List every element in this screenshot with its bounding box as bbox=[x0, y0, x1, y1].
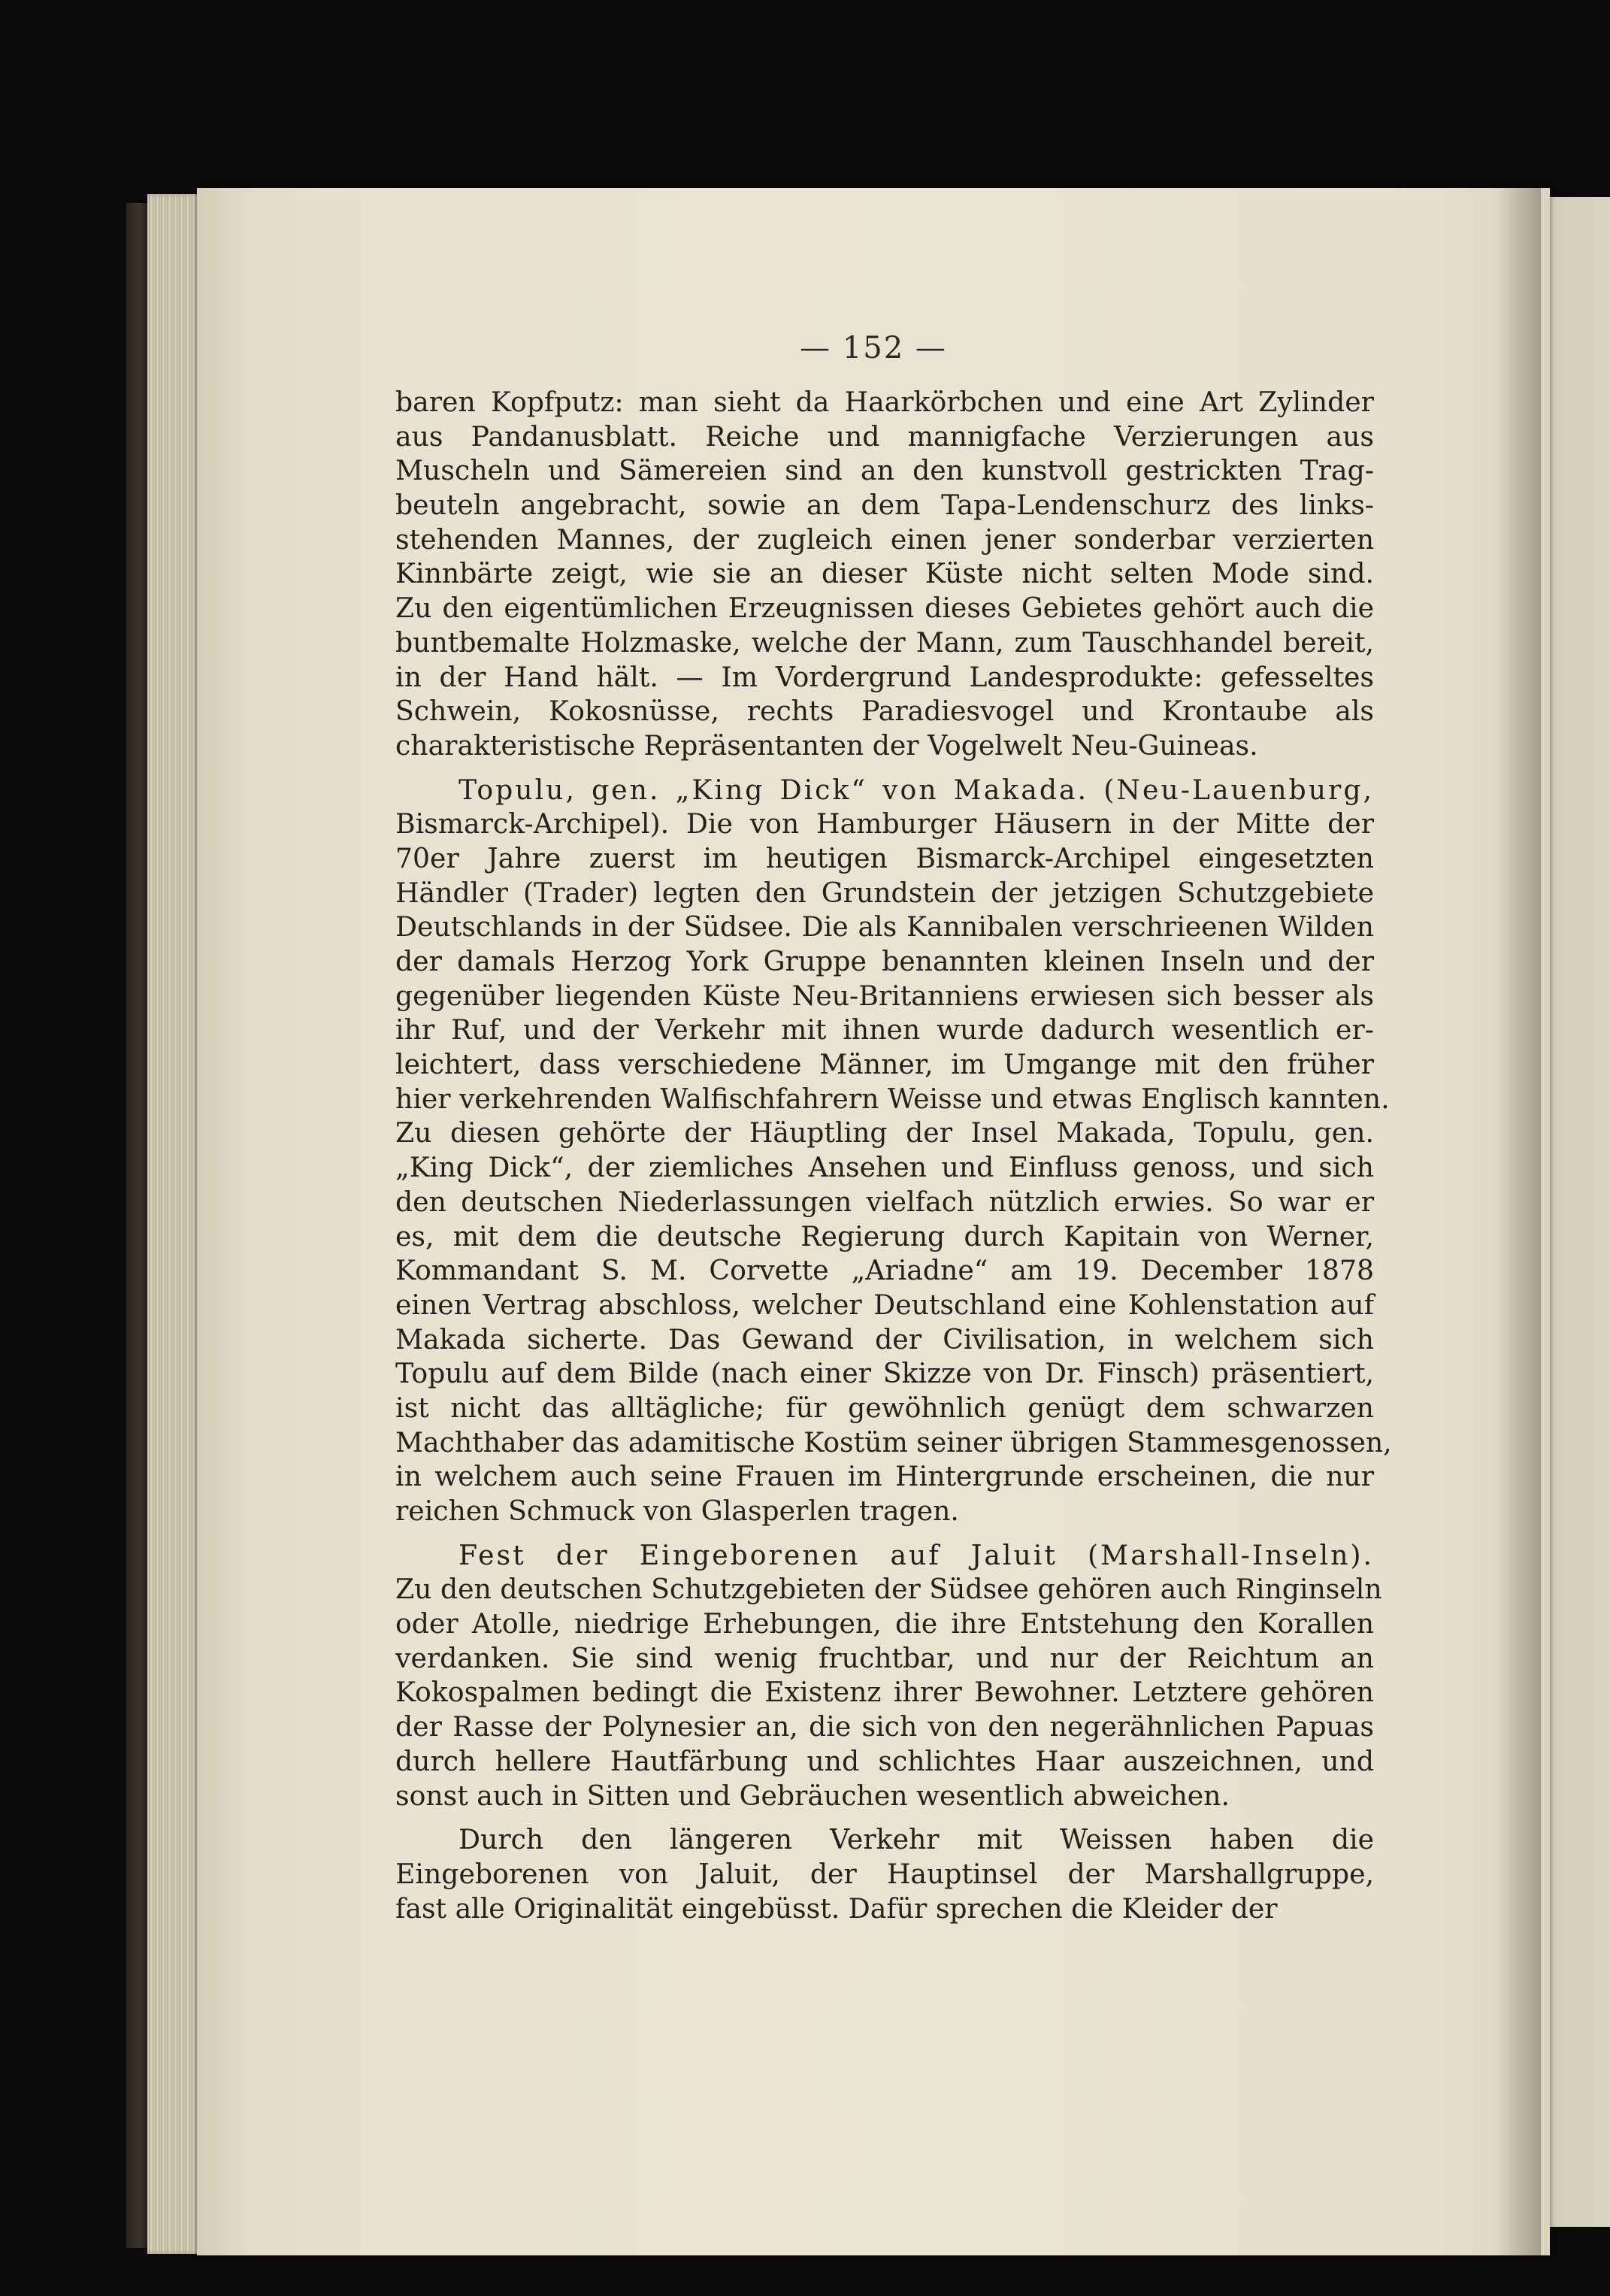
text-line: Topulu, gen. „King Dick“ von Makada. (Neu-Lauenburg, bbox=[458, 773, 1374, 806]
text-line: Muscheln und Sämereien sind an den kunstvoll gestrickten Trag- bbox=[395, 454, 1374, 487]
text-line: beuteln angebracht, sowie an dem Tapa-Lendenschurz des links- bbox=[395, 489, 1374, 522]
text-line: sonst auch in Sitten und Gebräuchen wesentlich abweichen. bbox=[395, 1779, 1230, 1812]
page-stack-edges bbox=[147, 194, 200, 2254]
text-line: Eingeborenen von Jaluit, der Hauptinsel der Marshallgruppe, bbox=[395, 1857, 1374, 1890]
paragraph-gap bbox=[395, 1528, 1374, 1538]
text-line: Zu diesen gehörte der Häuptling der Insel Makada, Topulu, gen. bbox=[395, 1116, 1374, 1150]
text-line: gegenüber liegenden Küste Neu-Britanniens erwiesen sich besser als bbox=[395, 979, 1374, 1012]
text-line: Deutschlands in der Südsee. Die als Kannibalen verschrieenen Wilden bbox=[395, 910, 1374, 944]
paragraph bbox=[395, 773, 1392, 1528]
text-line: charakteristische Repräsentanten der Vogelwelt Neu-Guineas. bbox=[395, 728, 1258, 762]
text-line: stehenden Mannes, der zugleich einen jener sonderbar verzierten bbox=[395, 523, 1374, 556]
text-line: Machthaber das adamitische Kostüm seiner übrigen Stammesgenossen, bbox=[395, 1425, 1392, 1458]
text-line: Durch den längeren Verkehr mit Weissen haben die bbox=[458, 1823, 1374, 1856]
text-line: es, mit dem die deutsche Regierung durch Kapitain von Werner, bbox=[395, 1219, 1374, 1253]
text-line: Schwein, Kokosnüsse, rechts Paradiesvogel und Krontaube als bbox=[395, 695, 1374, 728]
paragraph-gap bbox=[395, 763, 1374, 773]
text-line: durch hellere Hautfärbung und schlichtes Haar auszeichnen, und bbox=[395, 1744, 1374, 1777]
paragraph bbox=[395, 385, 1374, 763]
gutter-shadow bbox=[1496, 188, 1541, 2255]
text-line: Bismarck-Archipel). Die von Hamburger Häusern in der Mitte der bbox=[395, 807, 1374, 841]
text-line: Zu den eigentümlichen Erzeugnissen dieses Gebietes gehört auch die bbox=[395, 592, 1374, 625]
text-line: Kommandant S. M. Corvette „Ariadne“ am 19. December 1878 bbox=[395, 1254, 1374, 1287]
text-line: fast alle Originalität eingebüsst. Dafür sprechen die Kleider der bbox=[395, 1892, 1278, 1925]
text-line: der Rasse der Polynesier an, die sich von den negerähnlichen Papuas bbox=[395, 1710, 1374, 1743]
text-line: Fest der Eingeborenen auf Jaluit (Marshall-Inseln). bbox=[458, 1538, 1374, 1571]
text-line: den deutschen Niederlassungen vielfach nützlich erwies. So war er bbox=[395, 1185, 1374, 1218]
text-line: hier verkehrenden Walfischfahrern Weisse und etwas Englisch kannten. bbox=[395, 1082, 1390, 1115]
text-line: verdanken. Sie sind wenig fruchtbar, und nur der Reichtum an bbox=[395, 1641, 1374, 1674]
text-line: reichen Schmuck von Glasperlen tragen. bbox=[395, 1495, 959, 1527]
text-line: Makada sicherte. Das Gewand der Civilisation, in welchem sich bbox=[395, 1322, 1374, 1355]
text-line: aus Pandanusblatt. Reiche und mannigfache Verzierungen aus bbox=[395, 420, 1374, 453]
paragraph bbox=[395, 1822, 1374, 1925]
text-line: baren Kopfputz: man sieht da Haarkörbchen und eine Art Zylinder bbox=[395, 386, 1374, 418]
text-line: leichtert, dass verschiedene Männer, im Umgange mit den früher bbox=[395, 1048, 1374, 1081]
text-line: der damals Herzog York Gruppe benannten kleinen Inseln und der bbox=[395, 945, 1374, 977]
text-line: „King Dick“, der ziemliches Ansehen und Einfluss genoss, und sich bbox=[395, 1151, 1374, 1184]
text-line: Topulu auf dem Bilde (nach einer Skizze von Dr. Finsch) präsentiert, bbox=[395, 1357, 1374, 1390]
text-line: in der Hand hält. — Im Vordergrund Landesprodukte: gefesseltes bbox=[395, 660, 1374, 693]
text-line: einen Vertrag abschloss, welcher Deutschland eine Kohlenstation auf bbox=[395, 1288, 1374, 1321]
text-line: in welchem auch seine Frauen im Hintergrunde erscheinen, die nur bbox=[395, 1460, 1374, 1493]
page-text bbox=[395, 385, 1392, 1925]
page-number: — 152 — bbox=[800, 331, 947, 365]
text-line: Händler (Trader) legten den Grundstein der jetzigen Schutzgebiete bbox=[395, 876, 1374, 909]
paragraph bbox=[395, 1538, 1382, 1813]
text-line: ist nicht das alltägliche; für gewöhnlich genügt dem schwarzen bbox=[395, 1391, 1374, 1424]
text-line: 70er Jahre zuerst im heutigen Bismarck-Archipel eingesetzten bbox=[395, 841, 1374, 874]
text-line: buntbemalte Holzmaske, welche der Mann, zum Tauschhandel bereit, bbox=[395, 625, 1374, 659]
text-line: ihr Ruf, und der Verkehr mit ihnen wurde dadurch wesentlich er- bbox=[395, 1013, 1374, 1047]
text-line: oder Atolle, niedrige Erhebungen, die ihre Entstehung den Korallen bbox=[395, 1607, 1374, 1640]
paragraph-gap bbox=[395, 1813, 1374, 1822]
book-cover-edge bbox=[126, 203, 149, 2248]
text-line: Kokospalmen bedingt die Existenz ihrer Bewohner. Letztere gehören bbox=[395, 1676, 1374, 1709]
text-line: Zu den deutschen Schutzgebieten der Südsee gehören auch Ringinseln bbox=[395, 1573, 1382, 1606]
text-line: Kinnbärte zeigt, wie sie an dieser Küste nicht selten Mode sind. bbox=[395, 557, 1374, 590]
